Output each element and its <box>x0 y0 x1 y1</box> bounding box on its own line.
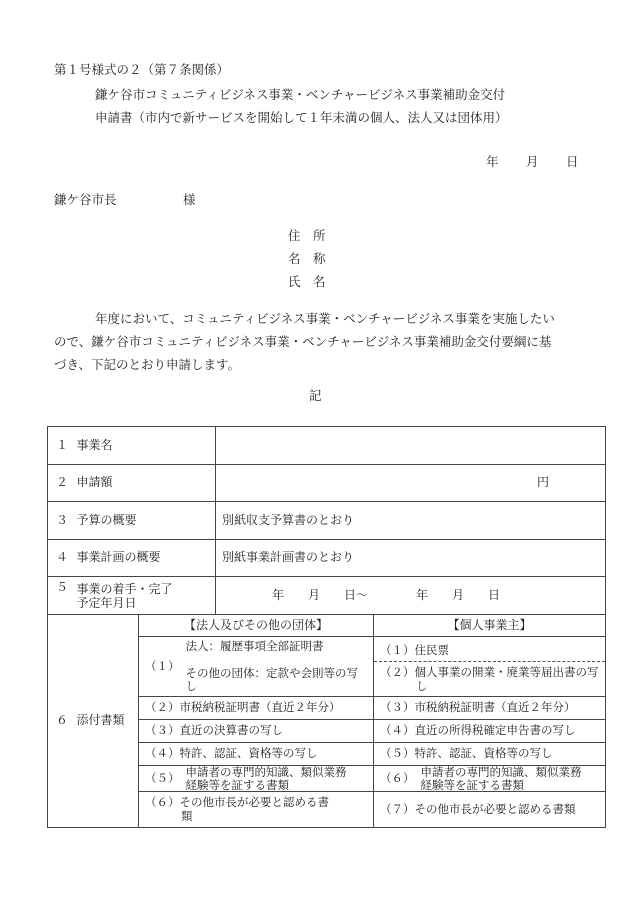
application-table <box>47 426 606 828</box>
body-line-3: づき、下記のとおり申請します。 <box>54 357 241 372</box>
form-number: 第１号様式の２（第７条関係） <box>54 62 230 77</box>
corp-item-1a: 法人：履歴事項全部証明書 <box>185 638 324 653</box>
amount-field[interactable]: 円 <box>216 465 606 502</box>
schedule-field[interactable]: 年 月 日～ 年 月 日 <box>216 577 606 615</box>
indiv-item-2 <box>374 662 605 694</box>
row-project-name <box>48 427 606 465</box>
row-number: ６ <box>48 615 71 828</box>
indiv-item-3: （３）市税納税証明書（直近２年分） <box>374 697 606 720</box>
indiv-item-6b: 経験等を証する書類 <box>420 777 525 792</box>
addressee-name: 鎌ケ谷市長 <box>54 192 117 207</box>
plan-value: 別紙事業計画書のとおり <box>216 540 606 577</box>
address-label: 住 所 <box>288 228 326 243</box>
corp-item-1b: その他の団体：定款や会則等の写し <box>185 665 358 694</box>
corp-item-5 <box>139 766 374 792</box>
title-line-1: 鎌ケ谷市コミュニティビジネス事業・ベンチャービジネス事業補助金交付 <box>95 87 506 102</box>
budget-value: 別紙収支予算書のとおり <box>216 502 606 540</box>
indiv-item-4: （４）直近の所得税確定申告書の写し <box>374 720 606 743</box>
indiv-item-5: （５）特許、認証、資格等の写し <box>374 743 606 766</box>
corp-item-1-number: （１） <box>145 658 180 673</box>
indiv-item-6-number: （６） <box>380 770 415 785</box>
row-number: ５ <box>48 577 71 615</box>
corp-item-5b: 経験等を証する書類 <box>185 777 289 792</box>
corp-item-5a: 申請者の専門的知識、類似業務 <box>185 765 347 780</box>
row-number: ３ <box>48 502 71 540</box>
corp-item-3: （３）直近の決算書の写し <box>139 720 374 743</box>
date-day: 日 <box>566 154 579 169</box>
schedule-label-1: 事業の着手・完了 <box>76 581 173 596</box>
title-line-2: 申請書（市内で新サービスを開始して１年未満の個人、法人又は団体用） <box>95 110 508 125</box>
indiv-heading: 【個人事業主】 <box>374 615 606 637</box>
row-label: 添付書類 <box>71 615 139 828</box>
person-name-label: 氏 名 <box>288 274 326 289</box>
row-budget <box>48 502 606 540</box>
indiv-item-6a: 申請者の専門的知識、類似業務 <box>420 765 582 780</box>
indiv-item-6 <box>374 766 606 792</box>
project-name-field[interactable] <box>216 427 606 465</box>
indiv-item-2b: し <box>416 678 428 693</box>
ki-mark: 記 <box>309 388 322 403</box>
body-line-1: 年度において、コミュニティビジネス事業・ベンチャービジネス事業を実施したい <box>95 311 555 326</box>
corp-item-1 <box>139 637 374 697</box>
body-line-2: ので、鎌ケ谷市コミュニティビジネス事業・ベンチャービジネス事業補助金交付要綱に基 <box>54 334 552 349</box>
schedule-label-2: 予定年月日 <box>76 595 137 610</box>
corp-item-6 <box>139 792 374 828</box>
addressee-honorific: 様 <box>183 192 196 207</box>
row-number: ２ <box>48 465 71 502</box>
row-label: 予算の概要 <box>71 502 216 540</box>
row-amount <box>48 465 606 502</box>
row-number: １ <box>48 427 71 465</box>
corp-item-2: （２）市税納税証明書（直近２年分） <box>139 697 374 720</box>
row-label: 事業名 <box>71 427 216 465</box>
row-attachments <box>48 615 606 637</box>
indiv-item-1-2 <box>374 637 606 697</box>
corp-item-6b: 類 <box>181 808 193 823</box>
row-label: 事業計画の概要 <box>71 540 216 577</box>
row-label <box>71 577 216 615</box>
row-schedule <box>48 577 606 615</box>
row-label: 申請額 <box>71 465 216 502</box>
corp-item-4: （４）特許、認証、資格等の写し <box>139 743 374 766</box>
row-plan <box>48 540 606 577</box>
organization-name-label: 名 称 <box>288 251 326 266</box>
indiv-item-7: （７）その他市長が必要と認める書類 <box>374 792 606 828</box>
indiv-item-1: （１）住民票 <box>374 640 605 662</box>
corp-item-5-number: （５） <box>145 770 180 785</box>
corp-item-6a: （６）その他市長が必要と認める書 <box>145 795 329 810</box>
indiv-item-2a: （２）個人事業の開業・廃業等届出書の写 <box>380 664 599 679</box>
row-number: ４ <box>48 540 71 577</box>
date-month: 月 <box>526 154 539 169</box>
date-year: 年 <box>486 154 499 169</box>
corp-heading: 【法人及びその他の団体】 <box>139 615 374 637</box>
